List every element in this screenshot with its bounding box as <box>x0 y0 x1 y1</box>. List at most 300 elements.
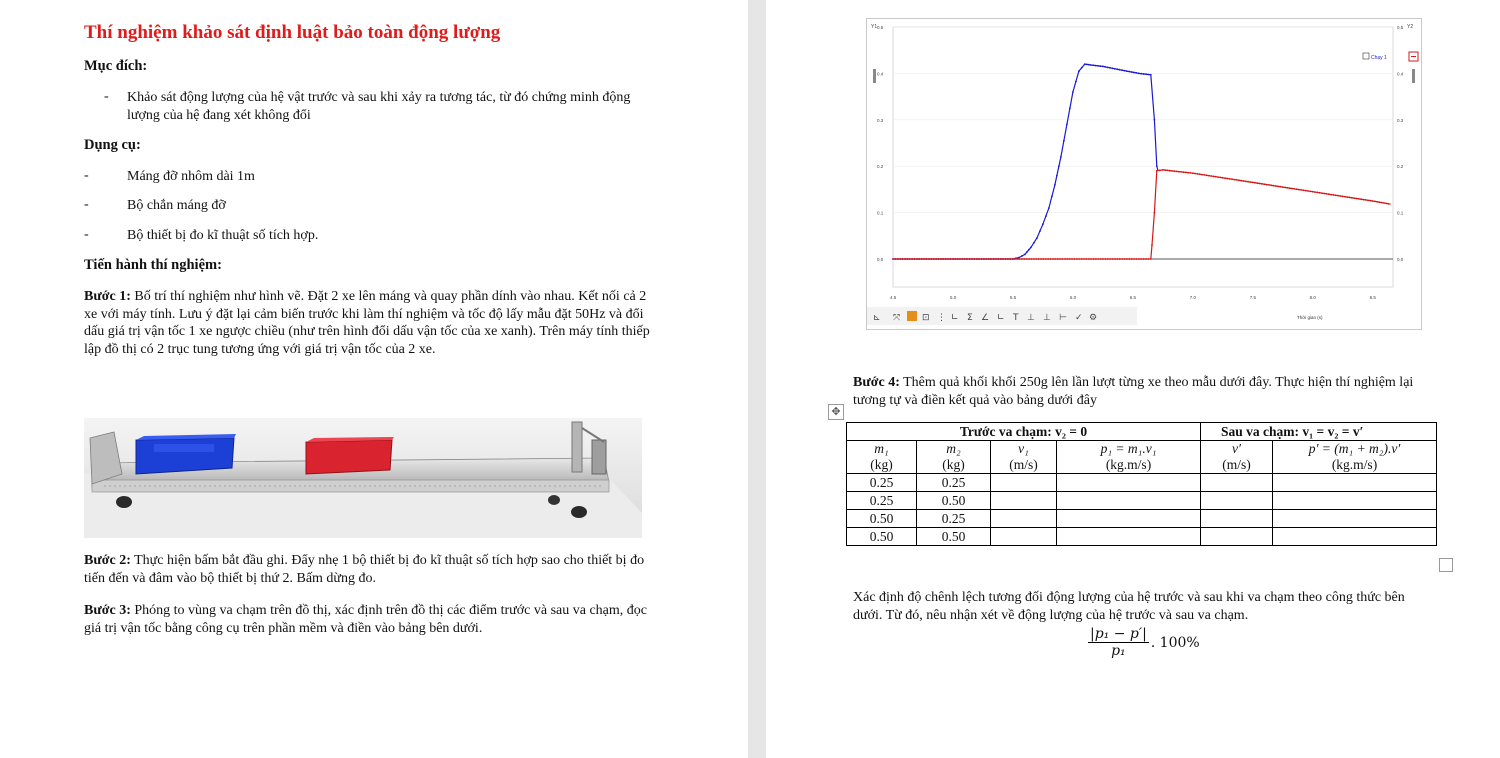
blue-data-point <box>1136 72 1138 74</box>
red-data-point <box>1117 258 1119 260</box>
empty-cell[interactable] <box>991 474 1057 492</box>
red-data-point <box>1105 258 1107 260</box>
blue-data-point <box>1112 67 1114 69</box>
red-data-point <box>1337 195 1339 197</box>
bullet-dash: - <box>84 227 89 242</box>
red-data-point <box>1323 193 1325 195</box>
red-data-point <box>1250 181 1252 183</box>
formula-numerator: |p₁ − p′| <box>1090 626 1147 642</box>
red-data-point <box>1385 203 1387 205</box>
red-data-point <box>1026 258 1028 260</box>
y-tick-label: 0.0 <box>877 257 884 262</box>
red-data-point <box>1231 178 1233 180</box>
red-data-point <box>1296 188 1298 190</box>
red-data-point <box>938 258 940 260</box>
red-data-point <box>933 258 935 260</box>
red-data-point <box>1197 173 1199 175</box>
empty-cell[interactable] <box>991 528 1057 546</box>
red-data-point <box>1138 258 1140 260</box>
red-data-point <box>1143 258 1145 260</box>
y2-tick-label: 0.0 <box>1397 257 1404 262</box>
red-data-point <box>1372 200 1374 202</box>
red-data-point <box>1007 258 1009 260</box>
x-axis-ticks <box>890 295 1376 300</box>
blue-data-point <box>1097 65 1099 67</box>
red-data-point <box>1095 258 1097 260</box>
empty-cell[interactable] <box>1273 474 1437 492</box>
red-data-point <box>1004 258 1006 260</box>
blue-data-point <box>1100 65 1102 67</box>
red-data-point <box>1326 193 1328 195</box>
red-data-point <box>1011 258 1013 260</box>
step-2-text: Thực hiện bấm bắt đầu ghi. Đẩy nhẹ 1 bộ thiết bị đo kĩ thuật số tích hợp sao cho thiết bị đo tiến đến và đâm vào bộ thiết bị thứ 2. Bấm dừng đo. <box>84 553 645 586</box>
red-data-point <box>1043 258 1045 260</box>
text-tool-icon[interactable]: T <box>1013 313 1019 323</box>
red-data-point <box>1190 172 1192 174</box>
red-data-point <box>909 258 911 260</box>
red-data-point <box>1291 188 1293 190</box>
red-data-point <box>1351 197 1353 199</box>
slope-tool-icon[interactable]: ∟ <box>997 313 1005 323</box>
red-data-point <box>945 258 947 260</box>
m1-cell[interactable]: 0.50 <box>847 510 917 528</box>
equipment-item: Bộ chắn máng đỡ <box>127 198 226 213</box>
red-data-point <box>1330 194 1332 196</box>
step-4-label: Bước 4: <box>853 375 900 390</box>
red-data-point <box>1277 186 1279 188</box>
table-row <box>847 510 1437 528</box>
red-data-point <box>1238 179 1240 181</box>
red-data-point <box>990 258 992 260</box>
empty-cell[interactable] <box>1273 510 1437 528</box>
red-data-point <box>1121 258 1123 260</box>
blue-data-point <box>1131 71 1133 73</box>
step-2-paragraph <box>84 552 658 587</box>
x-tick-label: 5.0 <box>949 295 957 300</box>
red-data-point <box>949 258 951 260</box>
blue-data-point <box>1138 73 1140 75</box>
blue-data-point <box>1143 73 1145 75</box>
red-data-point <box>1009 258 1011 260</box>
red-data-point <box>1360 198 1362 200</box>
legend-checkbox[interactable] <box>1363 53 1369 59</box>
m2-cell[interactable]: 0.50 <box>917 492 991 510</box>
after-collision-header: Sau va chạm: v₁ = v₂ = v′ <box>1201 423 1437 441</box>
red-data-point <box>942 258 944 260</box>
blue-data-point <box>1078 70 1080 72</box>
y2-tick-label: 0.3 <box>1397 117 1404 123</box>
red-data-point <box>1256 182 1258 184</box>
red-data-point <box>1273 185 1275 187</box>
red-data-point <box>940 258 942 260</box>
red-data-point <box>1344 196 1346 198</box>
red-data-point <box>1054 258 1056 260</box>
blue-data-point <box>1133 72 1135 74</box>
blue-data-point <box>1150 74 1152 76</box>
cursor-tool-icon[interactable]: ⋮ <box>937 313 946 323</box>
table-resize-handle[interactable] <box>1439 558 1453 572</box>
red-data-point <box>1259 183 1261 185</box>
m1-cell[interactable]: 0.50 <box>847 528 917 546</box>
document-page-left <box>0 0 748 758</box>
red-data-point <box>1097 258 1099 260</box>
empty-cell[interactable] <box>1201 510 1273 528</box>
red-data-point <box>1220 177 1222 179</box>
red-data-point <box>1376 201 1378 203</box>
red-data-point <box>954 258 956 260</box>
x-axis-label: Thời gian (s) <box>1297 315 1323 320</box>
red-data-point <box>1280 186 1282 188</box>
empty-cell[interactable] <box>1201 492 1273 510</box>
red-data-point <box>1286 187 1288 189</box>
red-data-point <box>1035 258 1037 260</box>
red-data-point <box>1339 195 1341 197</box>
red-data-point <box>1180 171 1182 173</box>
equipment-item: Bộ thiết bị đo kĩ thuật số tích hợp. <box>127 228 319 243</box>
red-data-point <box>973 258 975 260</box>
document-title: Thí nghiệm khảo sát định luật bảo toàn động lượng <box>84 22 501 43</box>
x-tick-label: 8.5 <box>1369 295 1376 300</box>
red-data-point <box>1151 244 1153 246</box>
red-data-point <box>899 258 901 260</box>
red-data-point <box>1167 170 1169 172</box>
red-data-point <box>952 258 954 260</box>
empty-cell[interactable] <box>1057 492 1201 510</box>
red-data-point <box>1169 170 1171 172</box>
red-data-point <box>1363 199 1365 201</box>
blue-data-point <box>1154 119 1156 121</box>
blue-data-point <box>1156 165 1158 167</box>
red-data-point <box>1140 258 1142 260</box>
y2-tick-label: 0.1 <box>1397 210 1404 216</box>
blue-data-point <box>1119 69 1121 71</box>
red-data-point <box>961 258 963 260</box>
blue-data-point <box>1069 107 1071 109</box>
red-data-point <box>980 258 982 260</box>
empty-cell[interactable] <box>991 492 1057 510</box>
empty-cell[interactable] <box>991 510 1057 528</box>
x-tick-label: 6.0 <box>1069 295 1077 300</box>
blue-data-point <box>1051 196 1053 198</box>
red-data-point <box>971 258 973 260</box>
red-data-point <box>1178 171 1180 173</box>
area-tool-icon[interactable]: ⊥ <box>1043 313 1051 323</box>
velocity-graph-canvas <box>867 19 1421 329</box>
red-data-point <box>1303 189 1305 191</box>
empty-cell[interactable] <box>1201 474 1273 492</box>
red-data-point <box>1102 258 1104 260</box>
m1-cell[interactable]: 0.25 <box>847 474 917 492</box>
red-data-point <box>1383 202 1385 204</box>
red-data-point <box>995 258 997 260</box>
blue-data-point <box>1039 230 1041 232</box>
red-data-point <box>1014 258 1016 260</box>
red-data-point <box>1321 192 1323 194</box>
red-data-point <box>1119 258 1121 260</box>
blue-data-point <box>1086 64 1088 66</box>
red-data-point <box>969 258 971 260</box>
blue-data-point <box>1072 91 1074 93</box>
formula-denominator: p₁ <box>1111 643 1126 659</box>
legend-label: Chạy 1 <box>1371 55 1387 61</box>
red-data-point <box>1243 180 1245 182</box>
red-data-point <box>1305 190 1307 192</box>
equipment-heading: Dụng cụ: <box>84 137 141 153</box>
red-data-point <box>1064 258 1066 260</box>
red-data-point <box>1171 170 1173 172</box>
red-data-point <box>1319 192 1321 194</box>
red-data-point <box>914 258 916 260</box>
red-data-point <box>1150 258 1152 260</box>
red-data-point <box>1021 258 1023 260</box>
blue-data-point <box>1109 67 1111 69</box>
stats-tool-icon[interactable]: ⊥ <box>1027 313 1035 323</box>
red-data-point <box>1062 258 1064 260</box>
y2-tick-label: 0.2 <box>1397 164 1404 170</box>
red-data-point <box>928 258 930 260</box>
red-data-point <box>1076 258 1078 260</box>
zoom-fit-icon[interactable]: ⤧ <box>893 313 901 323</box>
line-tool-icon[interactable]: ⊢ <box>1059 313 1067 323</box>
red-data-point <box>1109 258 1111 260</box>
red-data-point <box>1328 193 1330 195</box>
x-tick-label: 4.5 <box>890 295 897 300</box>
red-data-point <box>1240 180 1242 182</box>
red-data-point <box>1159 170 1161 172</box>
red-data-point <box>1310 191 1312 193</box>
red-data-point <box>1019 258 1021 260</box>
red-data-point <box>1358 198 1360 200</box>
tangent-tool-icon[interactable]: ∟ <box>951 313 959 323</box>
graph-toolbar <box>867 307 1137 325</box>
red-data-point <box>1203 174 1205 176</box>
red-data-point <box>1194 173 1196 175</box>
x-tick-label: 7.5 <box>1249 295 1256 300</box>
red-data-point <box>978 258 980 260</box>
column-header: p′ = (m₁ + m₂).v′ (kg.m/s) <box>1273 441 1437 474</box>
bullet-dash: - <box>84 168 89 183</box>
axis-tool-icon[interactable]: ⊾ <box>873 313 881 323</box>
y-axis-ticks <box>877 25 884 262</box>
red-data-point <box>1088 258 1090 260</box>
m2-cell[interactable]: 0.25 <box>917 510 991 528</box>
red-data-point <box>1131 258 1133 260</box>
red-data-point <box>1085 258 1087 260</box>
red-data-point <box>1112 258 1114 260</box>
highlight-tool-icon[interactable] <box>907 311 917 321</box>
red-data-point <box>1100 258 1102 260</box>
red-data-point <box>1217 176 1219 178</box>
step-3-paragraph <box>84 602 664 637</box>
red-data-point <box>1365 199 1367 201</box>
blue-data-point <box>1036 237 1038 239</box>
empty-cell[interactable] <box>1057 510 1201 528</box>
red-data-point <box>1126 258 1128 260</box>
red-data-point <box>1268 184 1270 186</box>
equipment-item: Máng đỡ nhôm dài 1m <box>127 169 255 184</box>
step-2-label: Bước 2: <box>84 553 131 568</box>
y-tick-label: 0.3 <box>877 117 884 123</box>
blue-data-point <box>1124 70 1126 72</box>
blue-data-point <box>1030 247 1032 249</box>
bullet-dash: - <box>84 197 89 212</box>
blue-data-point <box>1028 249 1030 251</box>
red-data-point <box>1154 212 1156 214</box>
red-data-point <box>1107 258 1109 260</box>
formula-suffix: . 100% <box>1150 634 1200 651</box>
x-tick-label: 6.5 <box>1129 295 1137 300</box>
step-1-paragraph <box>84 288 658 358</box>
red-data-point <box>1245 181 1247 183</box>
red-data-point <box>1346 196 1348 198</box>
red-data-point <box>1081 258 1083 260</box>
red-data-point <box>1381 202 1383 204</box>
blue-data-point <box>1126 70 1128 72</box>
red-data-point <box>1148 258 1150 260</box>
table-move-handle[interactable]: ✥ <box>828 404 844 420</box>
red-data-point <box>997 258 999 260</box>
red-data-point <box>1124 258 1126 260</box>
blue-data-point <box>1095 65 1097 67</box>
apparatus-photo <box>84 418 642 538</box>
red-data-point <box>1275 185 1277 187</box>
red-data-point <box>897 258 899 260</box>
blue-data-point <box>1114 68 1116 70</box>
red-data-point <box>1342 196 1344 198</box>
red-data-point <box>1229 178 1231 180</box>
x-tick-label: 7.0 <box>1189 295 1197 300</box>
red-data-point <box>1045 258 1047 260</box>
red-data-point <box>959 258 961 260</box>
empty-cell[interactable] <box>1057 528 1201 546</box>
blue-data-point <box>1140 73 1142 75</box>
blue-data-point <box>1033 242 1035 244</box>
red-data-point <box>1038 258 1040 260</box>
y-tick-label: 0.2 <box>877 164 884 170</box>
y2-tick-label: 0.5 <box>1397 25 1404 30</box>
column-header: m₂ (kg) <box>917 441 991 474</box>
empty-cell[interactable] <box>1201 528 1273 546</box>
red-data-point <box>1183 171 1185 173</box>
red-data-point <box>1059 258 1061 260</box>
blue-data-point <box>1145 73 1147 75</box>
y2-axis-name: Y2 <box>1407 24 1414 30</box>
red-data-point <box>935 258 937 260</box>
red-data-point <box>1052 258 1054 260</box>
red-data-point <box>923 258 925 260</box>
check-tool-icon[interactable]: ✓ <box>1075 313 1083 323</box>
red-data-point <box>1379 201 1381 203</box>
blue-data-point <box>1088 64 1090 66</box>
red-data-point <box>1307 190 1309 192</box>
blue-data-point <box>1090 64 1092 66</box>
m1-cell[interactable]: 0.25 <box>847 492 917 510</box>
red-data-point <box>1047 258 1049 260</box>
red-data-point <box>906 258 908 260</box>
red-data-point <box>1078 258 1080 260</box>
y1-axis-name: Y1 <box>871 24 878 30</box>
red-data-point <box>1282 186 1284 188</box>
red-data-point <box>1023 258 1025 260</box>
red-data-point <box>1173 170 1175 172</box>
red-data-point <box>1236 179 1238 181</box>
step-1-label: Bước 1: <box>84 289 131 304</box>
red-data-point <box>1374 201 1376 203</box>
m2-cell[interactable]: 0.50 <box>917 528 991 546</box>
red-data-point <box>1002 258 1004 260</box>
red-data-point <box>1156 170 1158 172</box>
red-data-point <box>964 258 966 260</box>
select-tool-icon[interactable]: ⊡ <box>922 313 930 323</box>
red-data-point <box>1247 181 1249 183</box>
blue-data-point <box>1048 207 1050 209</box>
red-data-point <box>1164 169 1166 171</box>
red-data-point <box>1201 174 1203 176</box>
red-data-point <box>926 258 928 260</box>
red-data-point <box>1083 258 1085 260</box>
blue-data-point <box>1042 223 1044 225</box>
red-data-point <box>1356 198 1358 200</box>
red-data-point <box>976 258 978 260</box>
red-data-point <box>1261 183 1263 185</box>
sum-tool-icon[interactable]: Σ <box>967 313 973 323</box>
blue-data-point <box>1021 255 1023 257</box>
settings-tool-icon[interactable]: ⚙ <box>1089 313 1098 323</box>
red-data-point <box>1040 258 1042 260</box>
red-data-point <box>1031 258 1033 260</box>
red-data-point <box>1224 177 1226 179</box>
m2-cell[interactable]: 0.25 <box>917 474 991 492</box>
red-data-point <box>1016 258 1018 260</box>
red-data-point <box>1263 183 1265 185</box>
y-tick-label: 0.4 <box>877 71 884 77</box>
red-data-point <box>1069 258 1071 260</box>
purpose-heading: Mục đích: <box>84 58 148 74</box>
blue-data-point <box>1024 254 1026 256</box>
conclusion-text: Xác định độ chênh lệch tương đối động lượng của hệ trước và sau khi va chạm theo công thức bên dưới. Từ đó, nêu nhận xét về động lượng của hệ trước và sau va chạm. <box>853 590 1405 623</box>
relative-difference-formula <box>1088 626 1200 659</box>
red-data-point <box>892 258 894 260</box>
red-data-point <box>1000 258 1002 260</box>
empty-cell[interactable] <box>1273 492 1437 510</box>
step-4-paragraph <box>853 374 1433 409</box>
blue-data-point <box>1084 63 1086 65</box>
x-tick-label: 8.0 <box>1309 295 1316 300</box>
red-data-point <box>902 258 904 260</box>
blue-data-point <box>1116 68 1118 70</box>
red-data-point <box>1128 258 1130 260</box>
red-data-point <box>1208 175 1210 177</box>
red-data-point <box>1233 179 1235 181</box>
step-3-label: Bước 3: <box>84 603 131 618</box>
red-data-point <box>1210 175 1212 177</box>
red-data-point <box>1367 199 1369 201</box>
red-data-point <box>1066 258 1068 260</box>
document-page-right <box>766 0 1500 758</box>
red-data-point <box>1289 187 1291 189</box>
blue-data-point <box>1056 175 1058 177</box>
blue-data-point <box>1075 81 1077 83</box>
fit-tool-icon[interactable]: ∠ <box>981 313 990 323</box>
red-data-point <box>1226 178 1228 180</box>
red-data-point <box>1133 258 1135 260</box>
blue-data-point <box>1066 124 1068 126</box>
empty-cell[interactable] <box>1273 528 1437 546</box>
red-data-point <box>1335 194 1337 196</box>
red-data-point <box>1033 258 1035 260</box>
empty-cell[interactable] <box>1057 474 1201 492</box>
red-data-point <box>1093 258 1095 260</box>
